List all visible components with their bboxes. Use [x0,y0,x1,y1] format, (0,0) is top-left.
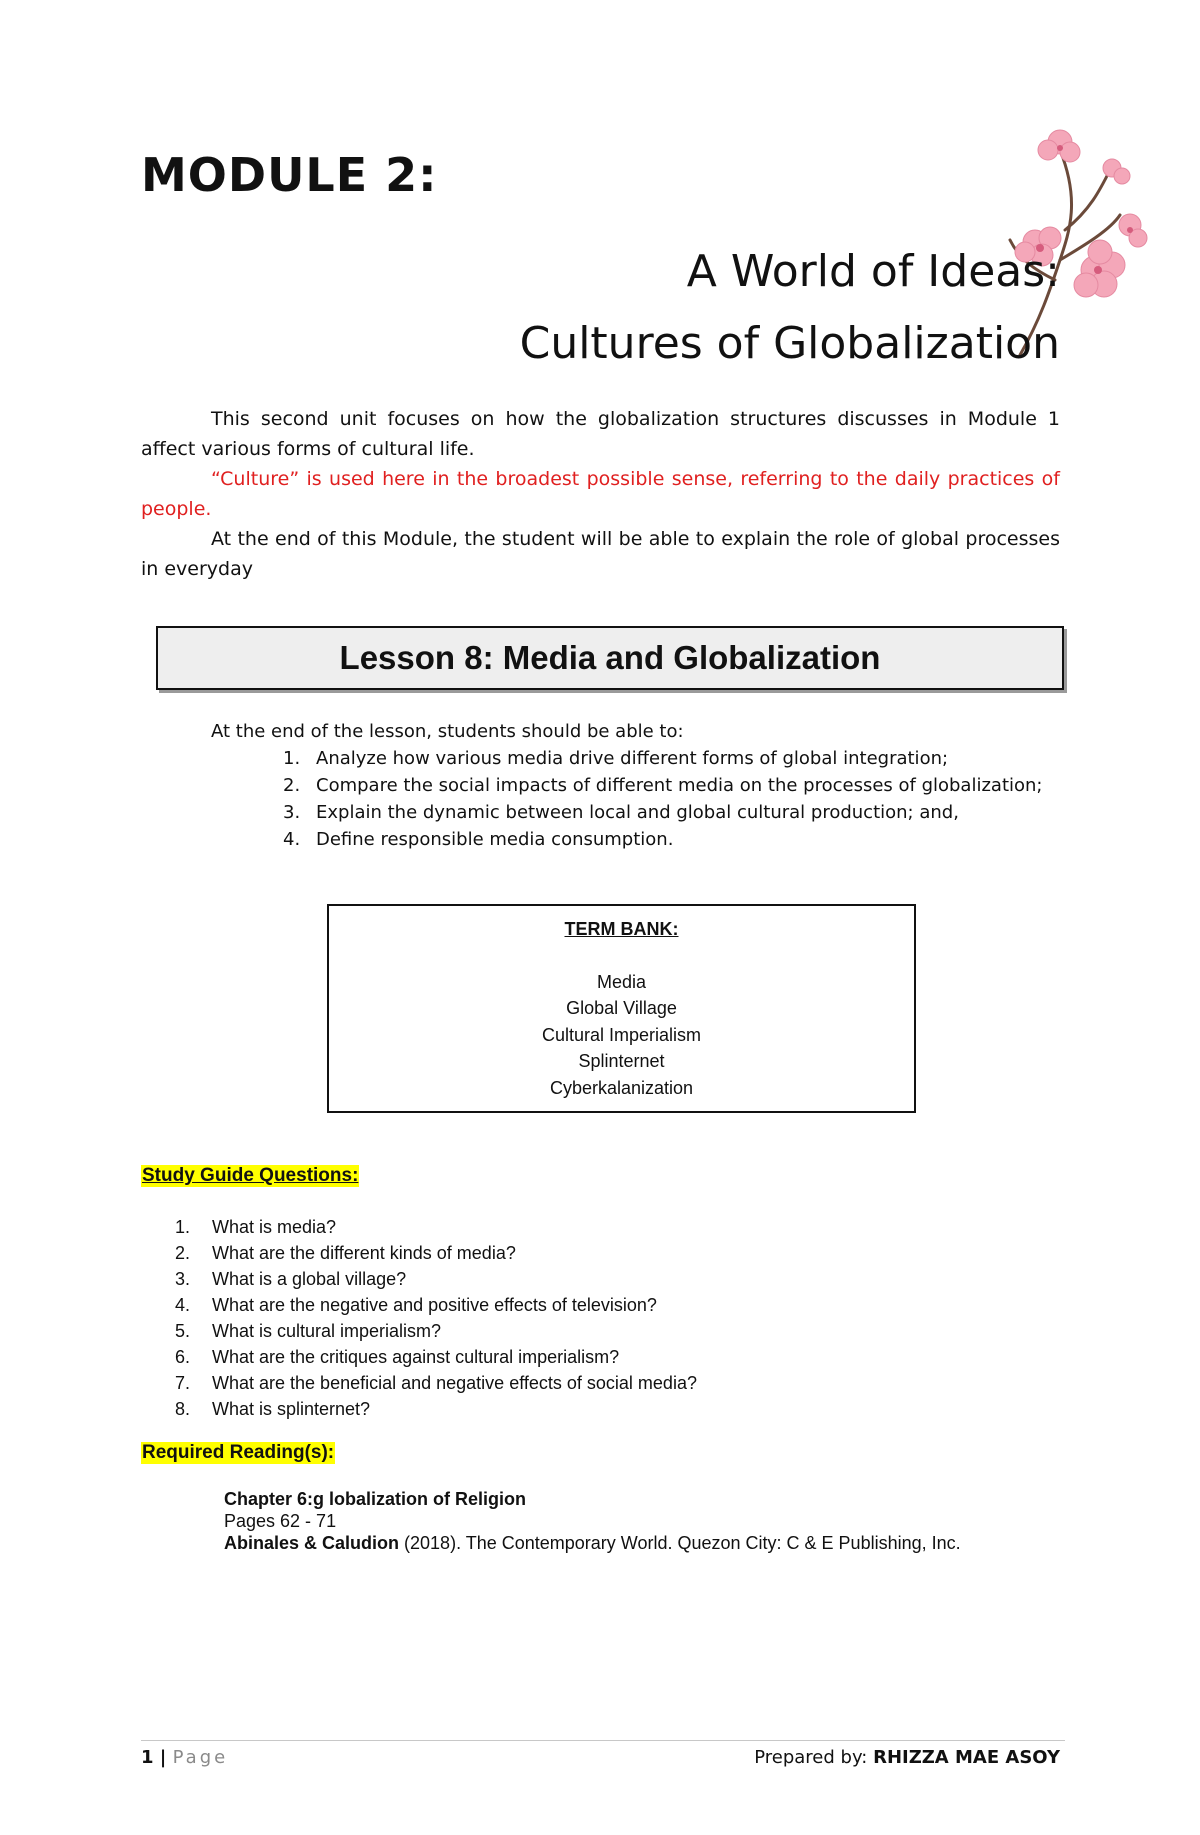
reading-authors: Abinales & Caludion [224,1533,400,1553]
intro-paragraph: At the end of this Module, the student will be able to explain the role of global processes in everyday [141,528,1060,580]
term-bank-heading: TERM BANK: [564,919,679,939]
required-reading-heading: Required Reading(s): [142,1442,335,1463]
question-item: 8. What is splinternet? [175,1399,371,1419]
question-item: 7. What are the beneficial and negative effects of social media? [175,1373,697,1393]
question-item: 2. What are the different kinds of media? [175,1243,516,1263]
question-item: 1. What is media? [175,1217,337,1237]
lesson-title: Lesson 8: Media and Globalization [339,639,881,676]
prepared-by: Prepared by: RHIZZA MAE ASOY [754,1747,1060,1768]
question-item: 4. What are the negative and positive effects of television? [175,1295,657,1315]
lesson-title-box [156,626,1064,690]
term-item: Media [596,971,647,992]
module-subtitle-line2: Cultures of Globalization [519,318,1060,369]
reading-pages: Pages 62 - 71 [224,1511,337,1531]
study-guide-questions [141,1214,697,1422]
objective-item: 4. Define responsible media consumption. [283,829,674,850]
module-subtitle-line1: A World of Ideas: [686,246,1060,297]
term-item: Global Village [566,998,677,1018]
intro-paragraph: This second unit focuses on how the globalization structures discusses in Module 1 affect various forms of cultural life. [141,408,1060,460]
page-number: 1 | Page [141,1747,229,1768]
objective-item: 1. Analyze how various media drive different forms of global integration; [283,748,949,769]
question-item: 3. What is a global village? [175,1269,407,1289]
term-item: Splinternet [578,1051,665,1071]
reading-citation [224,1532,961,1554]
study-guide-heading: Study Guide Questions: [142,1165,359,1186]
question-item: 6. What are the critiques against cultural imperialism? [175,1347,620,1367]
footer-divider [141,1740,1065,1741]
objectives-list [211,745,1043,853]
module-title: MODULE 2: [141,148,438,202]
lesson-objectives [211,718,1043,853]
required-reading-details [224,1488,961,1554]
term-bank-box [327,904,916,1113]
reading-publication: (2018). The Contemporary World. Quezon City: C & E Publishing, Inc. [399,1533,961,1553]
reading-chapter: Chapter 6:g lobalization of Religion [224,1489,527,1509]
term-item: Cultural Imperialism [541,1024,702,1045]
term-item: Cyberkalanization [549,1077,694,1098]
objective-item: 3. Explain the dynamic between local and global cultural production; and, [283,802,959,823]
module-intro [141,404,1060,584]
objectives-intro: At the end of the lesson, students should be able to: [211,721,684,742]
intro-culture-definition: “Culture” is used here in the broadest possible sense, referring to the daily practices of people. [141,468,1060,520]
objective-item: 2. Compare the social impacts of different media on the processes of globalization; [283,775,1043,796]
question-item: 5. What is cultural imperialism? [175,1321,442,1341]
term-bank-list [329,969,914,1102]
